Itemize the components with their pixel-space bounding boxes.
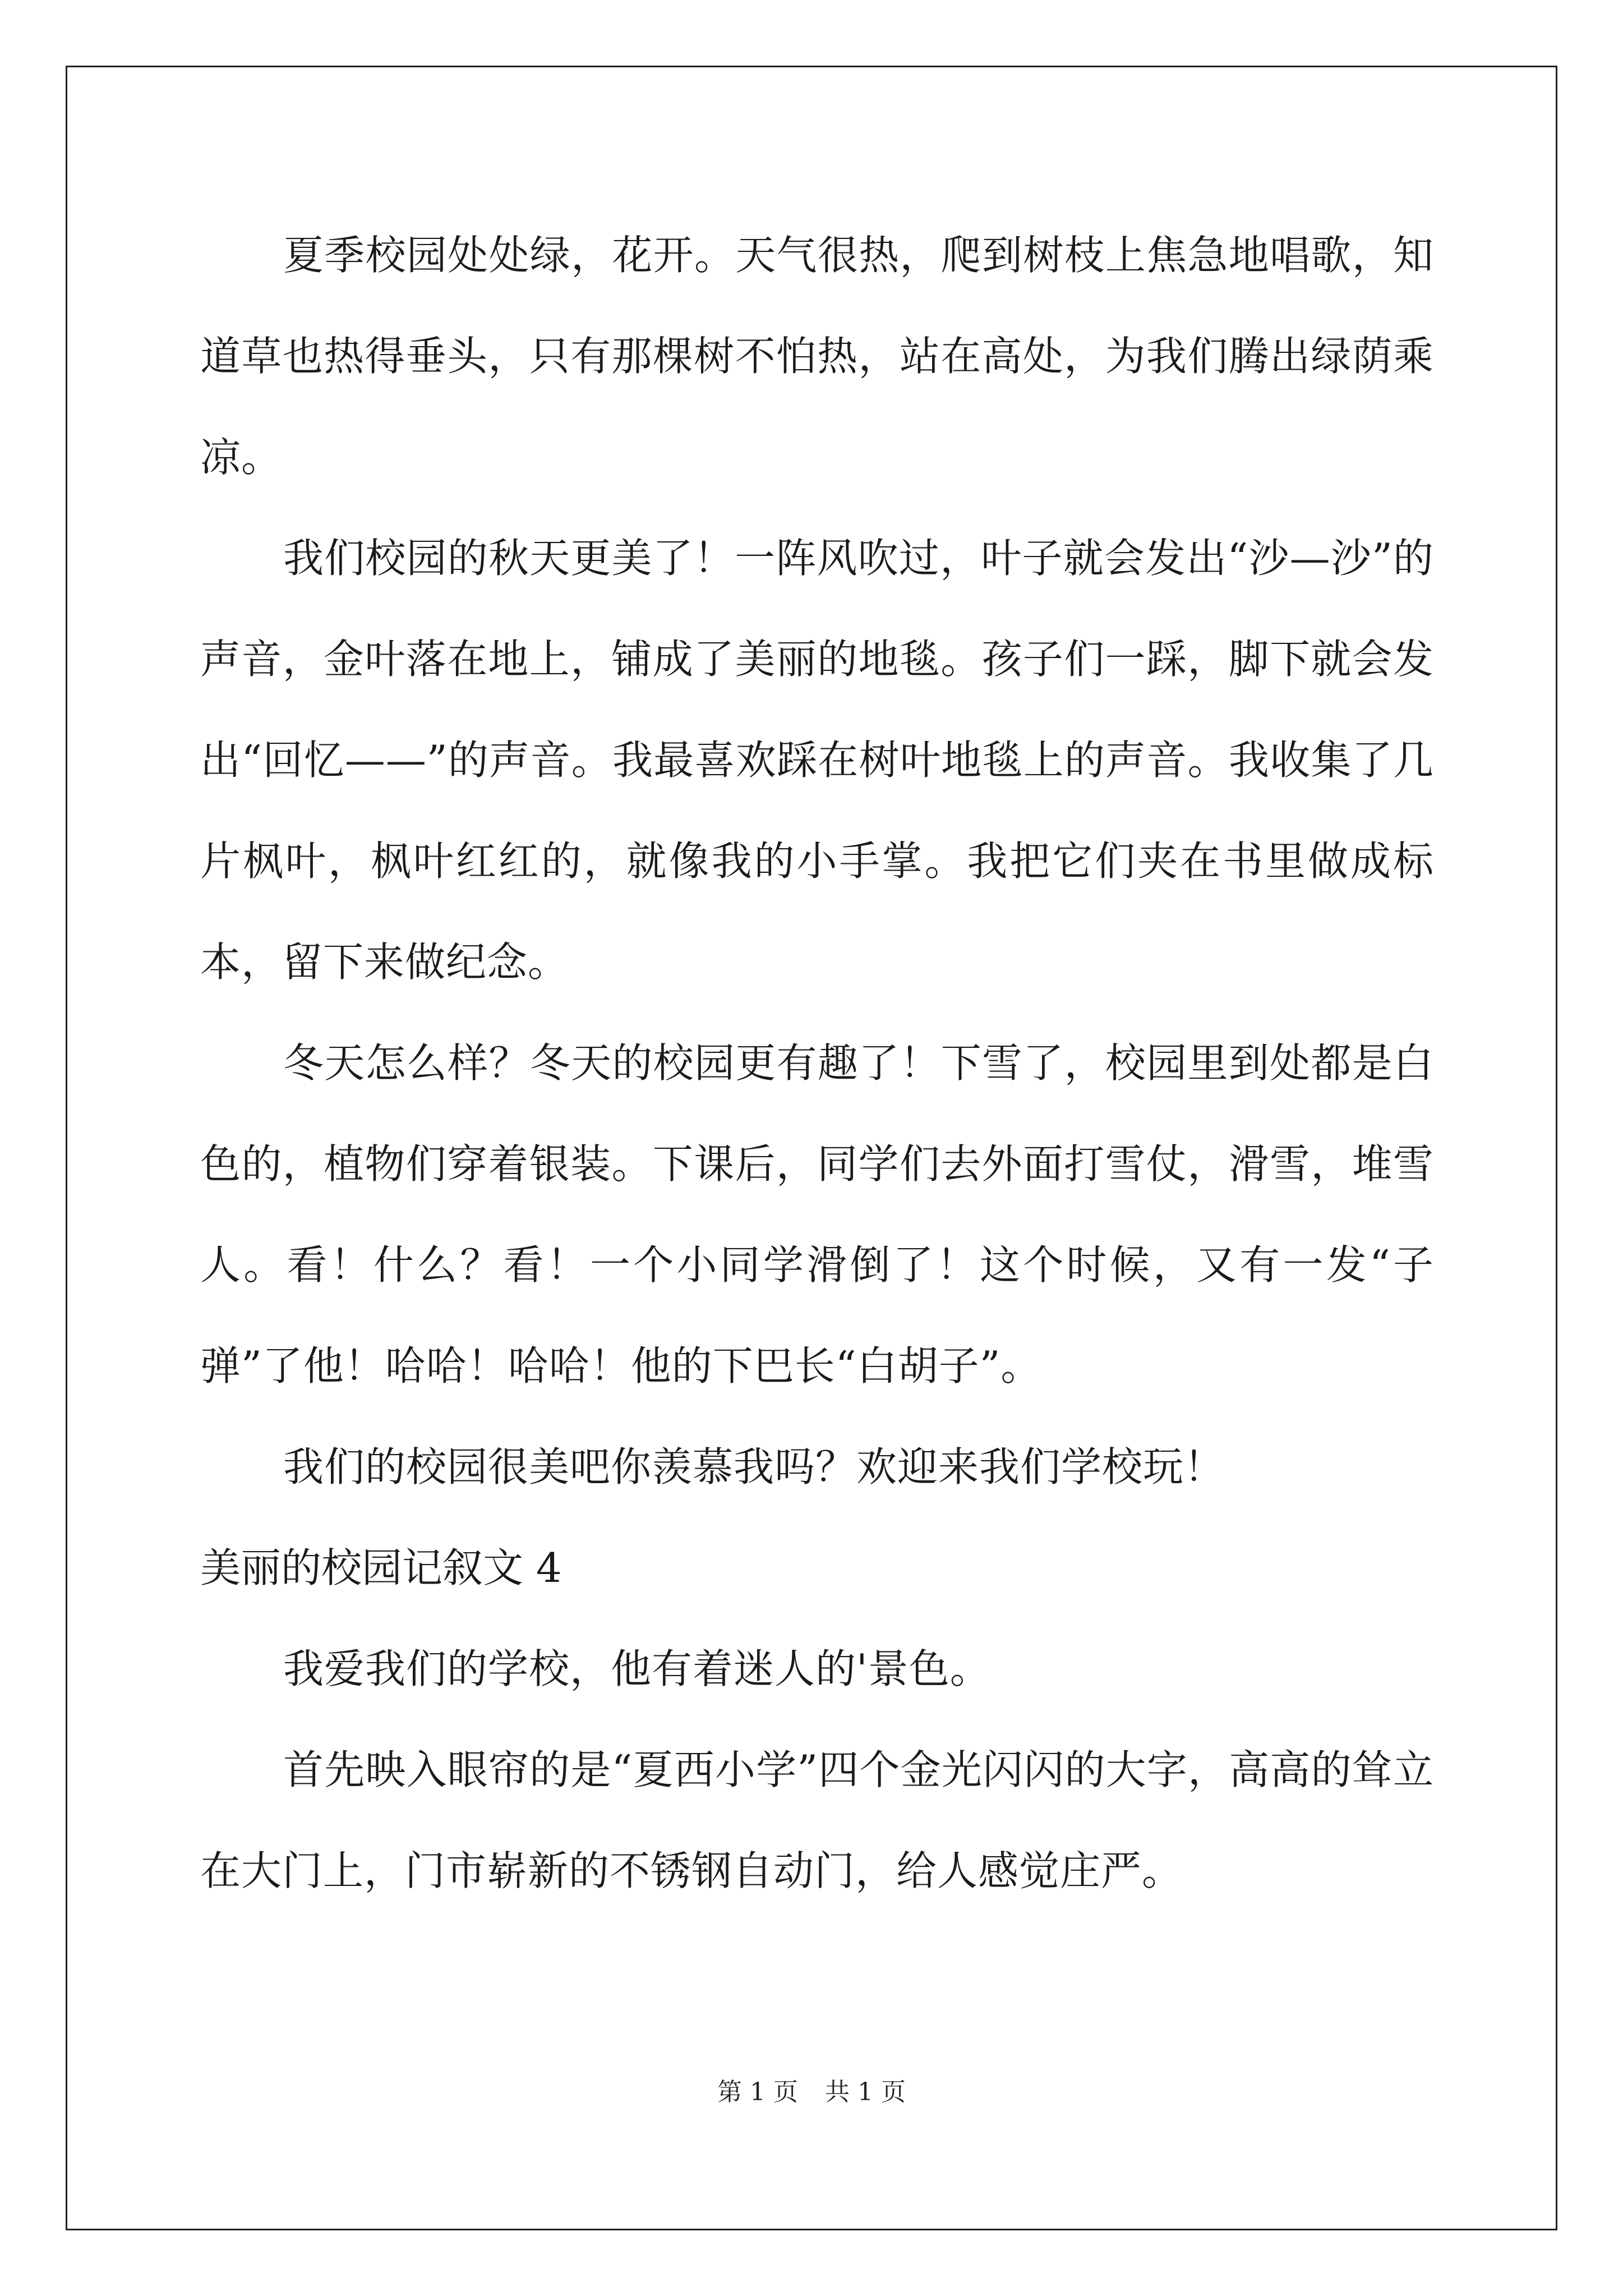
paragraph-autumn: 我们校园的秋天更美了！一阵风吹过，叶子就会发出“沙—沙”的声音，金叶落在地上，铺成了美丽的地毯。孩子们一踩，脚下就会发出“回忆——”的声音。我最喜欢踩在树叶地毯上的声音。我收集了几片枫叶，枫叶红红的，就像我的小手掌。我把它们夹在书里做成标本，留下来做纪念。 (200, 535, 1434, 986)
paragraph-school-gate: 首先映入眼帘的是“夏西小学”四个金光闪闪的大字，高高的耸立在大门上，门市崭新的不锈钢自动门，给人感觉庄严。 (200, 1746, 1434, 1894)
paragraph-summer: 夏季校园处处绿，花开。天气很热，爬到树枝上焦急地唱歌，知道草也热得垂头，只有那棵树不怕热，站在高处，为我们腾出绿荫乘凉。 (200, 232, 1434, 481)
paragraph-invitation: 我们的校园很美吧你羡慕我吗？欢迎来我们学校玩！ (283, 1443, 1225, 1490)
page-footer (0, 2076, 1623, 2109)
paragraph-winter: 冬天怎么样？冬天的校园更有趣了！下雪了，校园里到处都是白色的，植物们穿着银装。下课后，同学们去外面打雪仗，滑雪，堆雪人。看！什么？看！一个小同学滑倒了！这个时候，又有一发“子弹”了他！哈哈！哈哈！他的下巴长“白胡子”。 (200, 1039, 1434, 1389)
paragraph-love-school: 我爱我们的学校，他有着迷人的'景色。 (283, 1645, 991, 1692)
section-title: 美丽的校园记叙文 4 (200, 1544, 562, 1591)
document-body (200, 205, 1434, 1921)
page-total: 共 1 页 (825, 2078, 906, 2106)
page-number: 第 1 页 (717, 2078, 798, 2106)
